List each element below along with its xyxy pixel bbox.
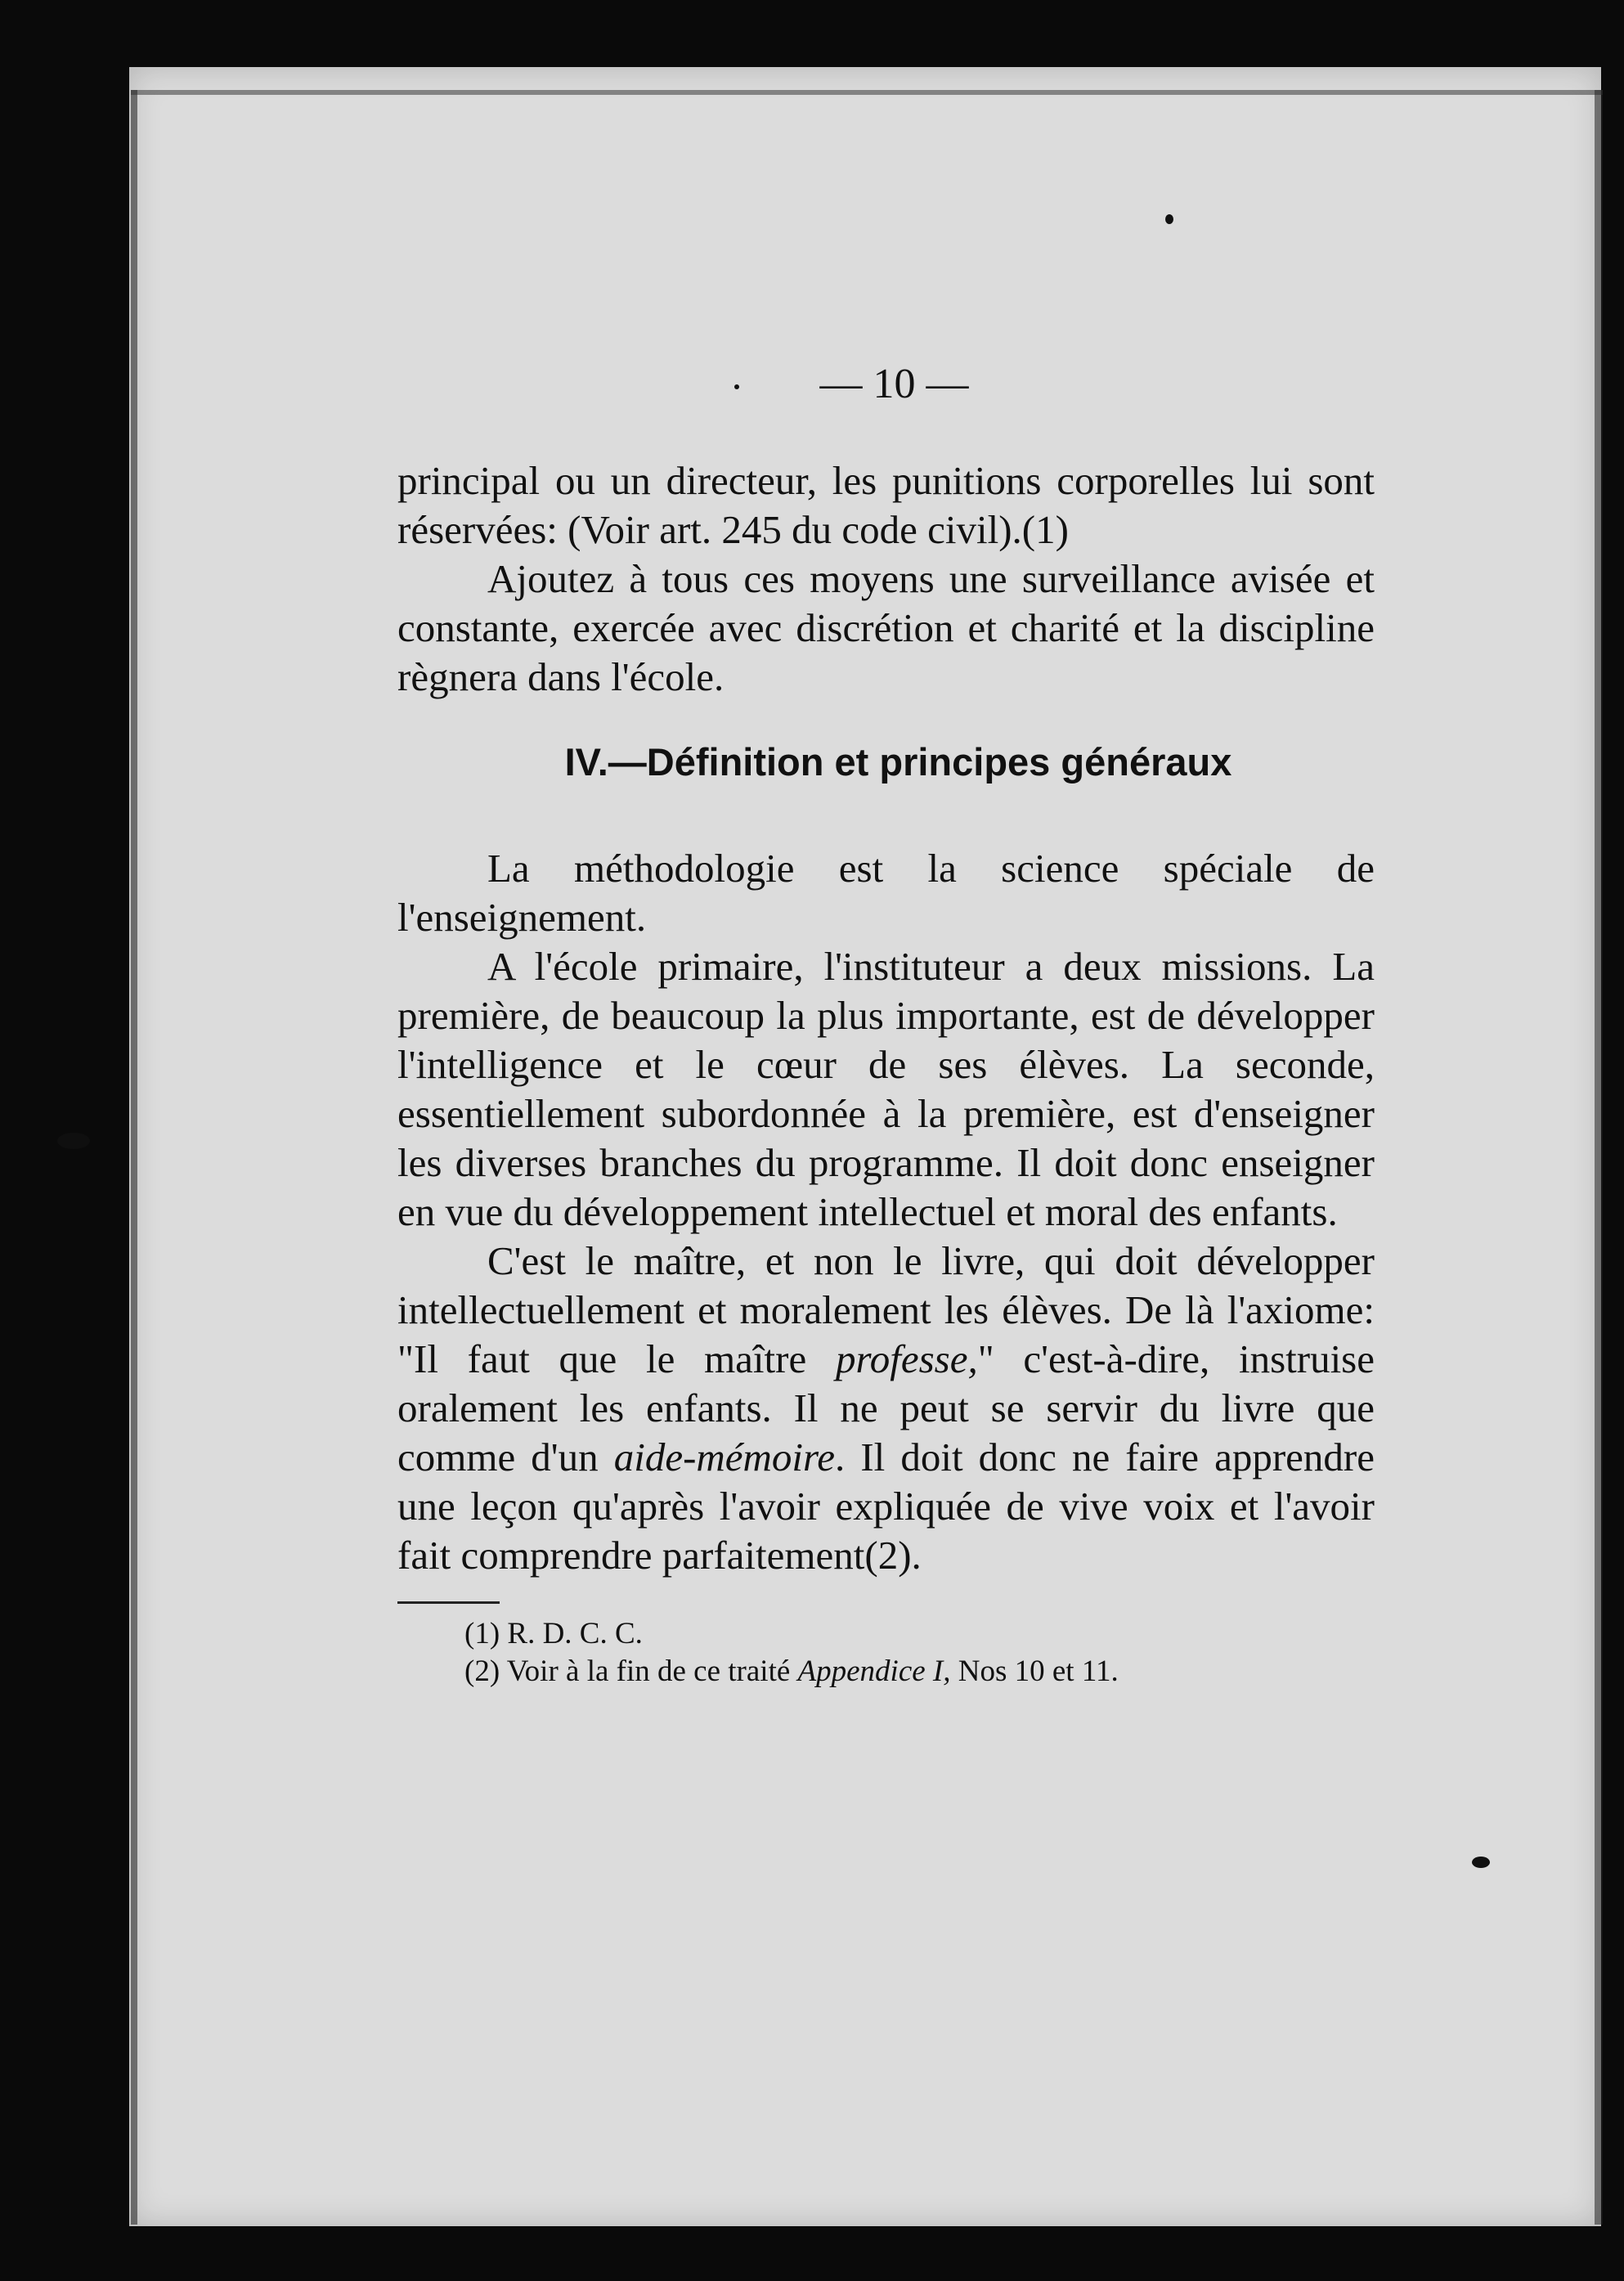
scan-speck bbox=[1165, 214, 1173, 224]
footnotes bbox=[397, 1615, 1375, 1691]
paragraph-maitre-part3: . Il doit donc ne faire apprendre une leçon qu'après l'avoir expliquée de vive voix et l'avoir fait comprendre parfaitement(2). bbox=[397, 1435, 1375, 1578]
paragraph-methodologie: La méthodologie est la science spéciale de l'enseignement. bbox=[397, 846, 1375, 940]
paragraph-continuation: principal ou un directeur, les punitions corporelles lui sont réservées: (Voir art. 245 du code civil).(1) bbox=[397, 458, 1375, 552]
footnote-2 bbox=[464, 1653, 1375, 1691]
page-edge-top bbox=[131, 90, 1603, 95]
page-edge-left bbox=[131, 90, 137, 2225]
italic-professe: professe, bbox=[835, 1336, 978, 1381]
section-heading: IV.—Définition et principes généraux bbox=[564, 740, 1232, 784]
page-text bbox=[397, 360, 1375, 1691]
paragraph-maitre-part1: C'est le maître, et non le livre, qui doit développer intellectuellement et moralement les élèves. De là l'axiome: "Il faut que le maître bbox=[397, 1238, 1375, 1381]
page-number: — 10 — bbox=[819, 361, 969, 407]
footnote-divider bbox=[397, 1601, 500, 1604]
footnote-1: (1) R. D. C. C. bbox=[464, 1617, 643, 1650]
scan-speck bbox=[57, 1133, 90, 1149]
page-edge-right bbox=[1595, 90, 1603, 2225]
italic-aide-memoire: aide-mémoire bbox=[613, 1435, 836, 1480]
paragraph-surveillance: Ajoutez à tous ces moyens une surveillance avisée et constante, exercée avec discrétion et charité et la discipline règnera dans l'école. bbox=[397, 556, 1375, 699]
scan-speck bbox=[1472, 1857, 1490, 1868]
footnote-2-prefix: (2) Voir à la fin de ce traité bbox=[464, 1655, 798, 1688]
footnote-2-suffix: Nos 10 et 11. bbox=[950, 1655, 1119, 1688]
paragraph-maitre-part2: " c'est-à-dire, instruise oralement les enfants. Il ne peut se servir du livre que comme d'un bbox=[397, 1336, 1375, 1480]
paragraph-missions: A l'école primaire, l'instituteur a deux missions. La première, de beaucoup la plus importante, est de développer l'intelligence et le cœur de ses élèves. La seconde, essentiellement subordonnée à la première, est d'enseigner les diverses branches du programme. Il doit donc enseigner en vue du développement intellectuel et moral des enfants. bbox=[397, 944, 1375, 1234]
footnote-2-italic: Appendice I, bbox=[797, 1655, 951, 1688]
paragraph-maitre bbox=[397, 1237, 1375, 1580]
